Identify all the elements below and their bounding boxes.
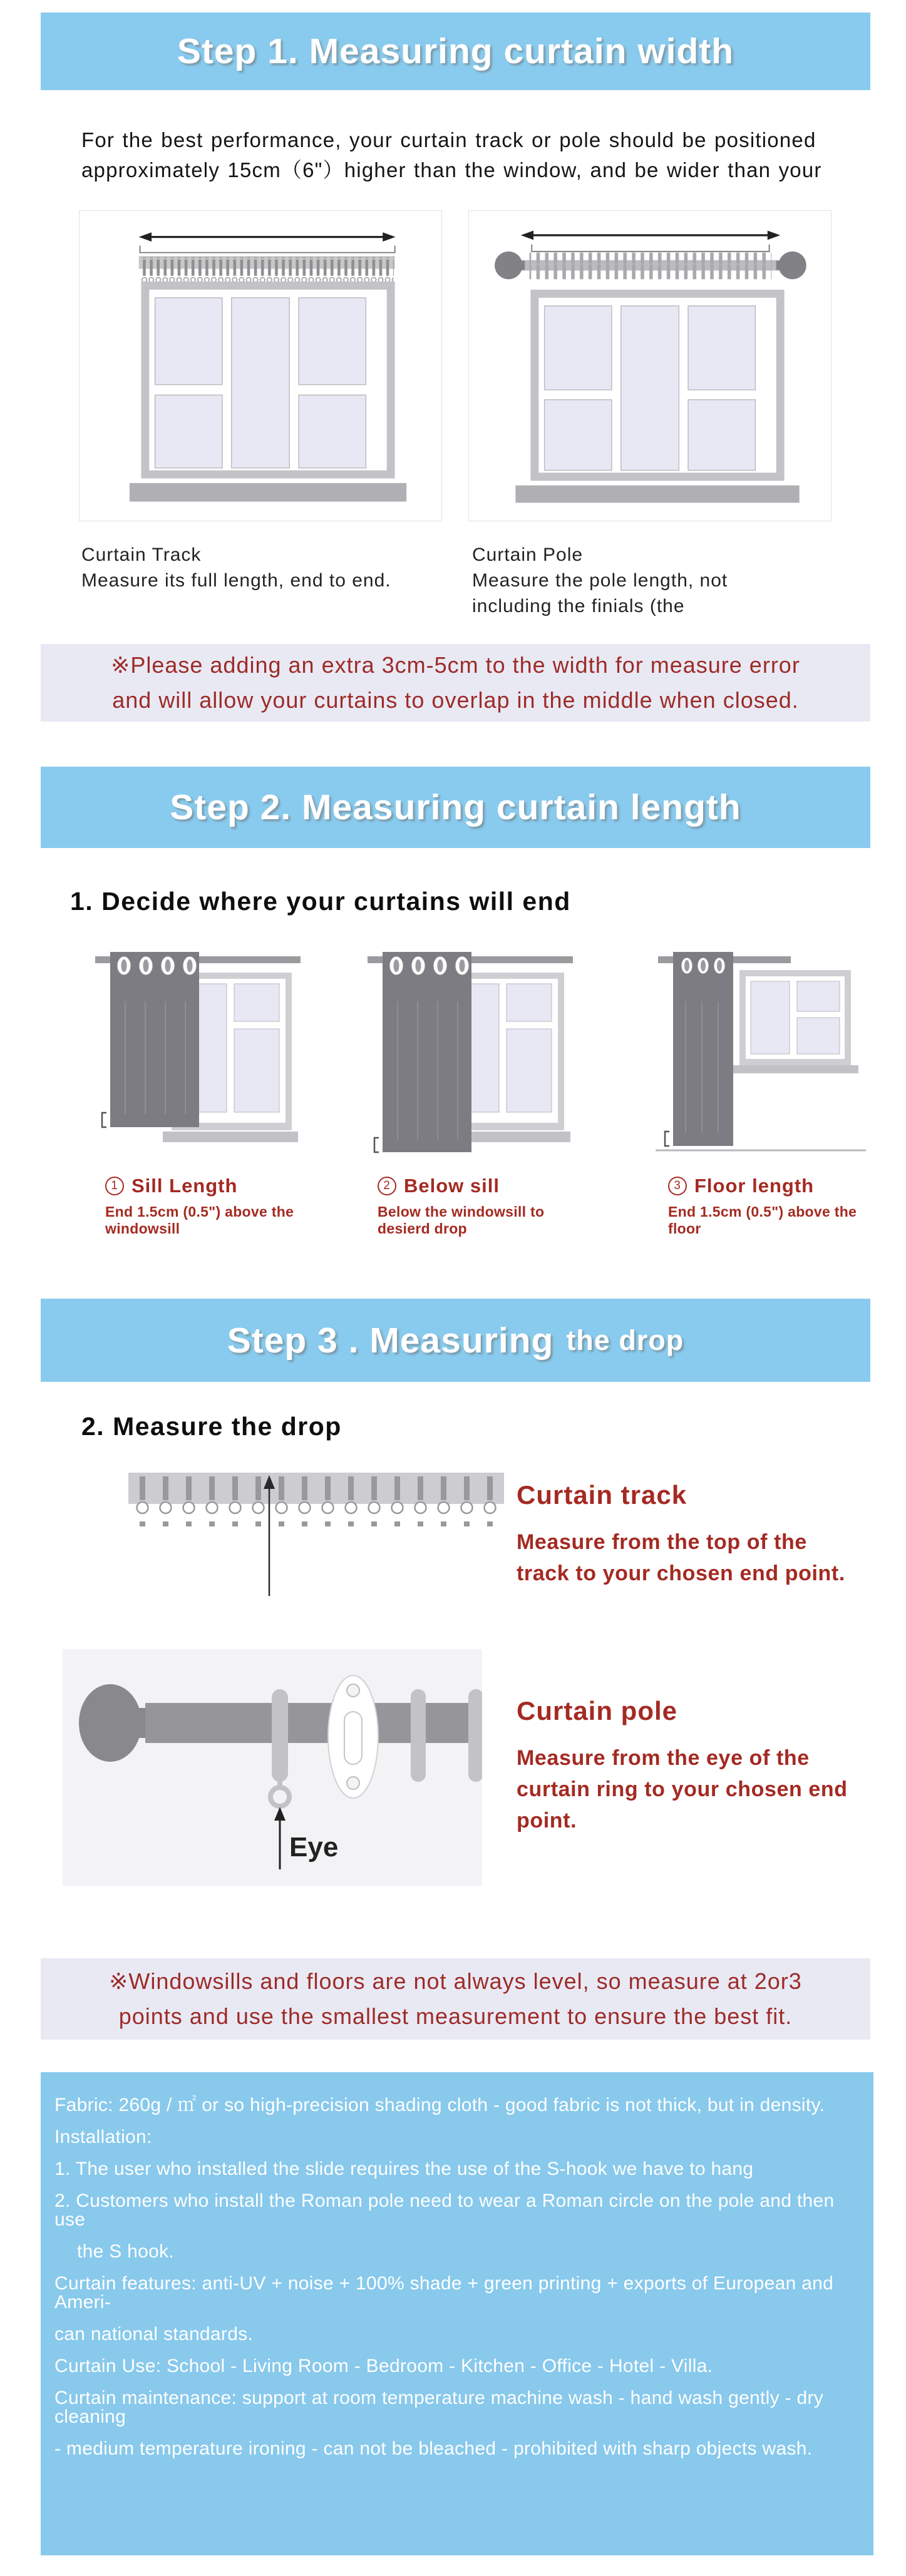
eye-label: Eye	[289, 1832, 339, 1863]
option-2-desc: Below the windowsill to desierd drop	[378, 1204, 545, 1237]
pole-drop-figure	[63, 1649, 482, 1886]
option-1-desc: End 1.5cm (0.5") above the windowsill	[105, 1204, 294, 1237]
step3-banner-subtitle: the drop	[566, 1324, 684, 1356]
step1-banner	[41, 13, 870, 90]
pole-drop-text	[517, 1696, 848, 1836]
curtain-pole-caption-line2: including the finials (the	[472, 596, 685, 616]
step2-heading: 1. Decide where your curtains will end	[70, 887, 571, 916]
info-features-2: can national standards.	[54, 2324, 254, 2344]
curtain-track-caption-line: Measure its full length, end to end.	[81, 570, 391, 591]
curtain-pole-window-illustration	[469, 211, 831, 521]
product-info-block	[41, 2072, 873, 2555]
curtain-pole-caption-title: Curtain Pole	[472, 544, 584, 565]
sill-length-title	[105, 1175, 303, 1197]
pole-drop-line2: curtain ring to your chosen end	[517, 1777, 848, 1801]
level-note-line2: points and use the smallest measurement to ensure the best fit.	[118, 2003, 793, 2029]
pole-drop-lines	[517, 1742, 848, 1836]
info-features: Curtain features: anti-UV + noise + 100% shade + green printing + exports of European and Ameri-	[54, 2273, 834, 2313]
pole-drop-title: Curtain pole	[517, 1696, 678, 1725]
info-install-2: 2. Customers who install the Roman pole need to wear a Roman circle on the pole and then use	[54, 2190, 835, 2230]
pole-drop-line3: point.	[517, 1809, 577, 1832]
step1-intro-line1: For the best performance, your curtain track or pole should be positioned	[81, 128, 816, 151]
below-sill-title	[378, 1175, 575, 1197]
step1-captions	[81, 543, 906, 619]
info-use: Curtain Use: School - Living Room - Bedroom - Kitchen - Office - Hotel - Villa.	[54, 2356, 713, 2376]
curtain-track-caption	[81, 543, 443, 619]
step3-banner	[41, 1299, 870, 1382]
below-sill-figure	[365, 944, 575, 1237]
floor-length-illustration	[656, 944, 866, 1160]
pole-drop-line1: Measure from the eye of the	[517, 1746, 810, 1770]
step1-intro-line2: approximately 15cm（6"）higher than the window, and be wider than your	[81, 158, 822, 181]
floor-length-title	[668, 1175, 866, 1197]
option-2-number: 2	[378, 1177, 396, 1195]
curtain-pole-caption	[472, 543, 834, 619]
option-2-title: Below sill	[404, 1175, 500, 1197]
pole-drop-illustration	[63, 1649, 482, 1886]
width-note-line2: and will allow your curtains to overlap in the middle when closed.	[112, 687, 799, 713]
width-note	[41, 644, 870, 722]
below-sill-caption	[365, 1175, 575, 1237]
option-3-title: Floor length	[694, 1175, 815, 1197]
track-drop-line1: Measure from the top of the	[517, 1530, 807, 1554]
step1-banner-title: Step 1. Measuring curtain width	[177, 31, 734, 71]
step2-banner-title: Step 2. Measuring curtain length	[170, 787, 741, 827]
info-fabric: Fabric: 260g / ㎡ or so high-precision shading cloth - good fabric is not thick, but in density.	[54, 2095, 825, 2115]
step1-intro	[81, 125, 906, 185]
track-drop-line2: track to your chosen end point.	[517, 1561, 845, 1585]
info-maintenance-2: - medium temperature ironing - can not be bleached - prohibited with sharp objects wash.	[54, 2438, 813, 2459]
step3-banner-title: Step 3 . Measuring	[227, 1320, 554, 1361]
grommets	[681, 958, 725, 974]
curtain-track-caption-title: Curtain Track	[81, 544, 202, 565]
curtain-track-window-illustration	[80, 211, 441, 521]
track-drop-illustration	[41, 1468, 504, 1600]
step1-figures	[79, 210, 906, 521]
info-install-1: 1. The user who installed the slide requires the use of the S-hook we have to hang	[54, 2159, 754, 2179]
level-note	[41, 1958, 870, 2040]
track-drop-lines	[517, 1526, 845, 1589]
sill-length-illustration	[93, 944, 303, 1160]
curtain-measuring-guide	[0, 13, 906, 2576]
curtain-track-window-figure	[79, 210, 442, 521]
below-sill-illustration	[365, 944, 575, 1160]
track-drop-title: Curtain track	[517, 1480, 687, 1510]
option-3-number: 3	[668, 1177, 687, 1195]
pole-drop-section	[63, 1649, 906, 1886]
option-3-desc: End 1.5cm (0.5") above the floor	[668, 1204, 857, 1237]
sill-length-caption	[93, 1175, 303, 1237]
floor-length-figure	[656, 944, 866, 1237]
track-drop-section	[41, 1468, 906, 1600]
option-1-number: 1	[105, 1177, 124, 1195]
step3-heading: 2. Measure the drop	[81, 1412, 342, 1441]
level-note-line1: ※Windowsills and floors are not always level, so measure at 2or3	[109, 1968, 802, 1994]
step2-figures	[93, 944, 906, 1237]
sill-length-figure	[93, 944, 303, 1237]
info-install-2b: the S hook.	[77, 2241, 175, 2262]
width-note-line1: ※Please adding an extra 3cm-5cm to the width for measure error	[111, 652, 800, 678]
step2-banner	[41, 767, 870, 848]
option-1-title: Sill Length	[131, 1175, 238, 1197]
track-drop-text	[517, 1480, 845, 1589]
curtain-pole-window-figure	[468, 210, 831, 521]
info-installation: Installation:	[54, 2127, 152, 2147]
info-maintenance: Curtain maintenance: support at room temperature machine wash - hand wash gently - dry cleaning	[54, 2388, 824, 2427]
curtain-pole-caption-line1: Measure the pole length, not	[472, 570, 728, 591]
floor-length-caption	[656, 1175, 866, 1237]
